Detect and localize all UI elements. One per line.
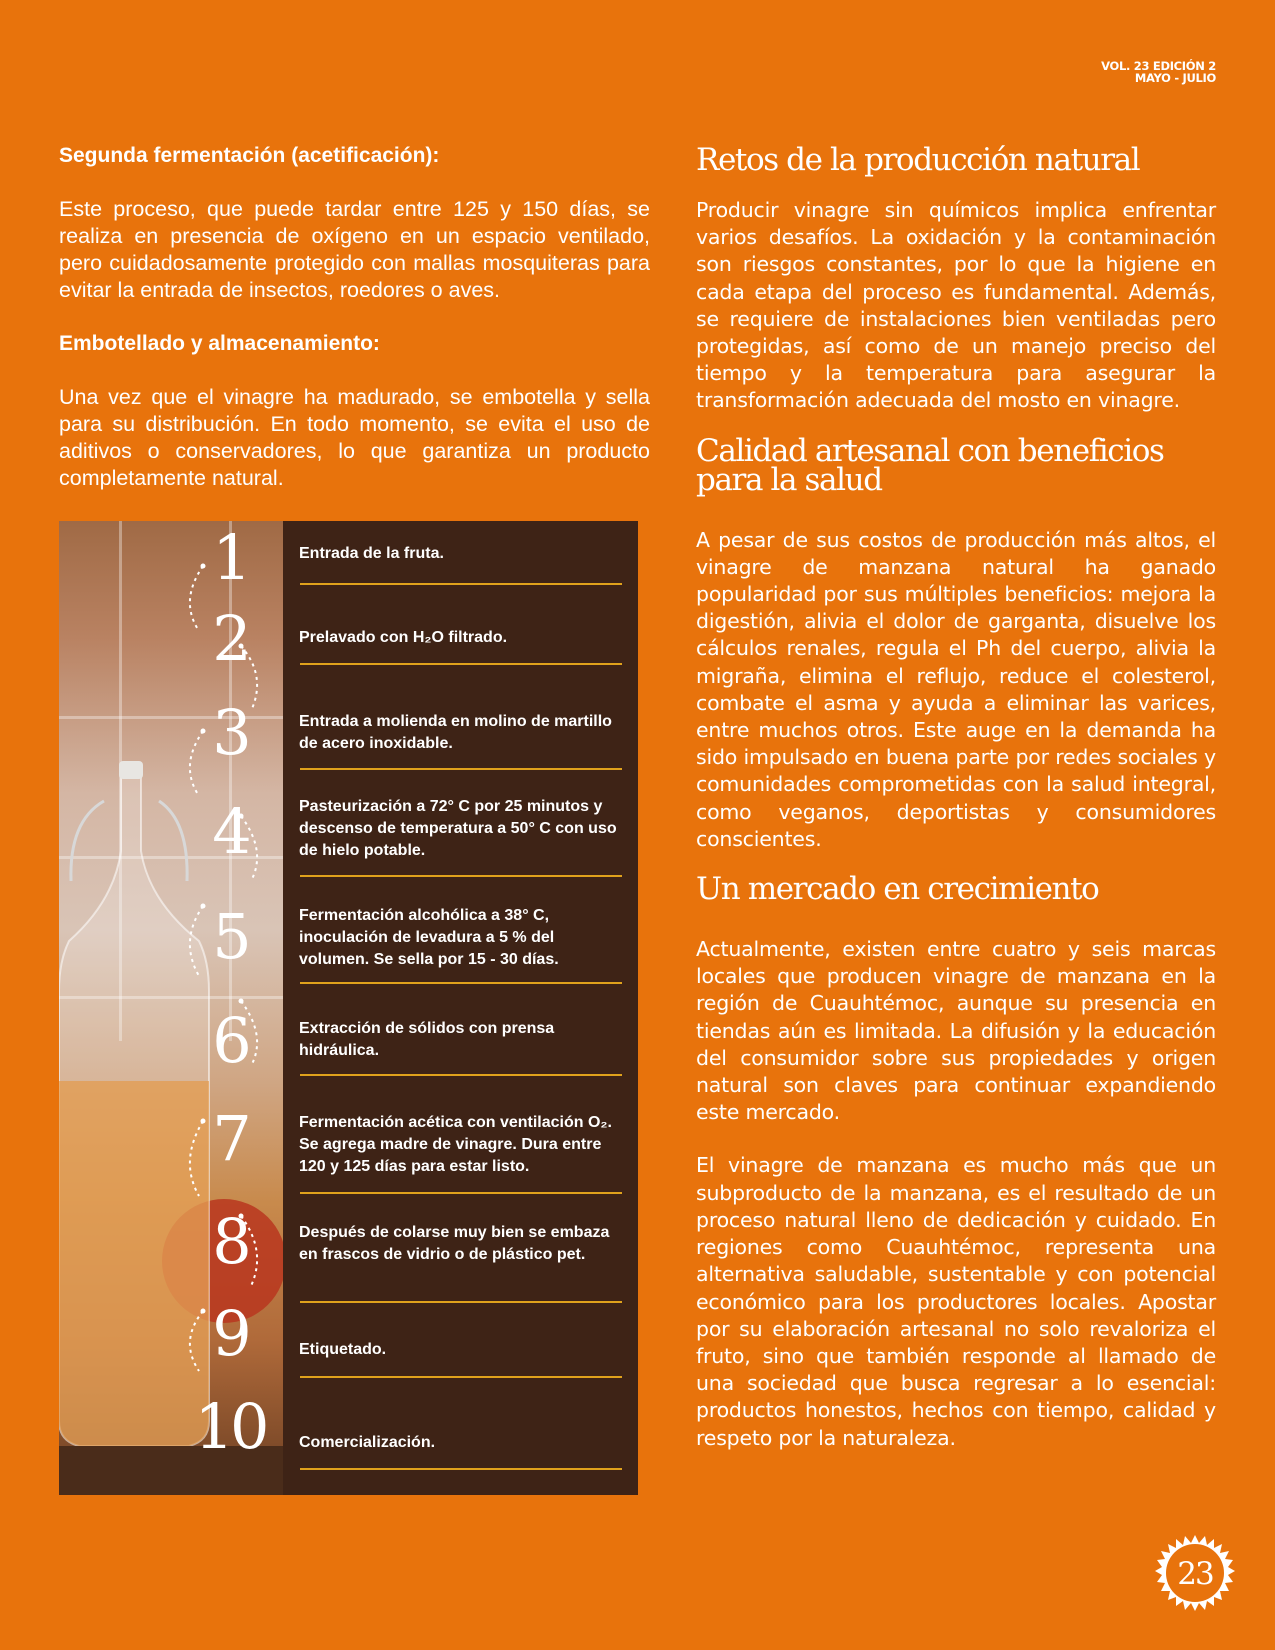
step-text-9: Etiquetado. [299,1341,387,1358]
step-text-2: Prelavado con H₂O filtrado. [299,629,508,646]
step-divider [300,1468,622,1470]
section-title-acetification: Segunda fermentación (acetificación): [59,144,440,167]
step-text-1: Entrada de la fruta. [299,545,444,562]
step-number-6: 6 [212,1004,248,1077]
issue-info [1101,60,1216,84]
step-text-10: Comercialización. [299,1434,436,1451]
heading-growing-market: Un mercado en crecimiento [696,871,1099,908]
step-divider [300,982,622,984]
section-text-acetification: Este proceso, que puede tardar entre 125 y 150 días, se realiza en presencia de oxígeno en un espacio ventilado, pero cuidadosamente protegido con mallas mosquiteras para evitar la entrada de insectos, roedores o aves. [59,197,650,302]
step-divider [300,1192,622,1194]
step-number-2: 2 [212,602,248,675]
step-divider [300,663,622,665]
section-text-bottling: Una vez que el vinagre ha madurado, se embotella y sella para su distribución. En todo momento, se evita el uso de aditivos o conservadores, lo que garantiza un producto completamente natural. [59,385,650,490]
step-text-3: Entrada a molienda en molino de martillo de acero inoxidable. [299,713,612,752]
heading-artisanal-quality: Calidad artesanal con beneficios para la salud [696,432,1164,498]
step-divider [300,768,622,770]
step-divider [300,1074,622,1076]
step-text-8: Después de colarse muy bien se embaza en frascos de vidrio o de plástico pet. [299,1224,610,1263]
step-divider [300,583,622,585]
section-title-bottling: Embotellado y almacenamiento: [59,332,380,355]
step-divider [300,1376,622,1378]
step-text-7: Fermentación acética con ventilación O₂. Se agrega madre de vinagre. Dura entre 120 y 125 días para estar listo. [299,1114,612,1175]
step-text-5: Fermentación alcohólica a 38° C, inoculación de levadura a 5 % del volumen. Se sella por 15 - 30 días. [299,907,559,968]
heading-natural-production: Retos de la producción natural [696,142,1140,178]
step-number-9: 9 [212,1297,248,1370]
starburst-icon [1155,1533,1235,1613]
left-column [59,142,650,518]
step-number-1: 1 [212,521,248,594]
step-number-8: 8 [212,1205,248,1278]
step-number-10: 10 [194,1390,266,1463]
step-number-3: 3 [212,696,248,769]
volume-label: VOL. 23 EDICIÓN 2 [1101,59,1216,73]
paragraph-conclusion: El vinagre de manzana es mucho más que un subproducto de la manzana, es el resultado de un proceso natural lleno de dedicación y cuidado. En regiones como Cuauhtémoc, representa una alternativa saludable, sustentable y con potencial económico para los productores locales. Apostar por su elaboración artesanal no solo revaloriza el fruto, sino que también responde al llamado de una sociedad que busca regresar a lo esencial: productos honestos, hechos con tiempo, calidad y respeto por la naturaleza. [696,1153,1216,1450]
step-number-7: 7 [212,1102,248,1175]
step-text-4: Pasteurización a 72° C por 25 minutos y descenso de temperatura a 50° C con uso de hielo potable. [299,798,617,859]
paragraph-growing-market: Actualmente, existen entre cuatro y seis marcas locales que producen vinagre de manzana en la región de Cuauhtémoc, aunque su presencia en tiendas aún es limitada. La difusión y la educación del consumidor sobre sus propiedades y origen natural son claves para continuar expandiendo este mercado. [696,937,1216,1125]
paragraph-natural-production: Producir vinagre sin químicos implica enfrentar varios desafíos. La oxidación y la contaminación son riesgos constantes, por lo que la higiene en cada etapa del proceso es fundamental. Además, se requiere de instalaciones bien ventiladas pero protegidas, así como de un manejo preciso del tiempo y la temperatura para asegurar la transformación adecuada del mosto en vinagre. [696,198,1216,413]
step-divider [300,875,622,877]
step-divider [300,1301,622,1303]
right-column [696,142,1216,1470]
process-steps-infographic [59,521,638,1495]
paragraph-artisanal-quality: A pesar de sus costos de producción más altos, el vinagre de manzana natural ha ganado popularidad por sus múltiples beneficios: mejora la digestión, alivia el dolor de garganta, disuelve los cálculos renales, regula el Ph del cuerpo, alivia la migraña, elimina el reflujo, reduce el colesterol, combate el asma y ayuda a eliminar las varices, entre muchos otros. Este auge en la demanda ha sido impulsado en buena parte por redes sociales y comunidades comprometidas con la salud integral, como veganos, deportistas y consumidores conscientes. [696,527,1216,851]
page-number-badge [1155,1533,1235,1613]
page-number: 23 [1177,1556,1213,1592]
step-number-4: 4 [212,795,248,868]
period-label: MAYO - JULIO [1134,71,1216,85]
step-text-6: Extracción de sólidos con prensa hidráulica. [299,1020,555,1059]
step-number-5: 5 [212,900,248,973]
